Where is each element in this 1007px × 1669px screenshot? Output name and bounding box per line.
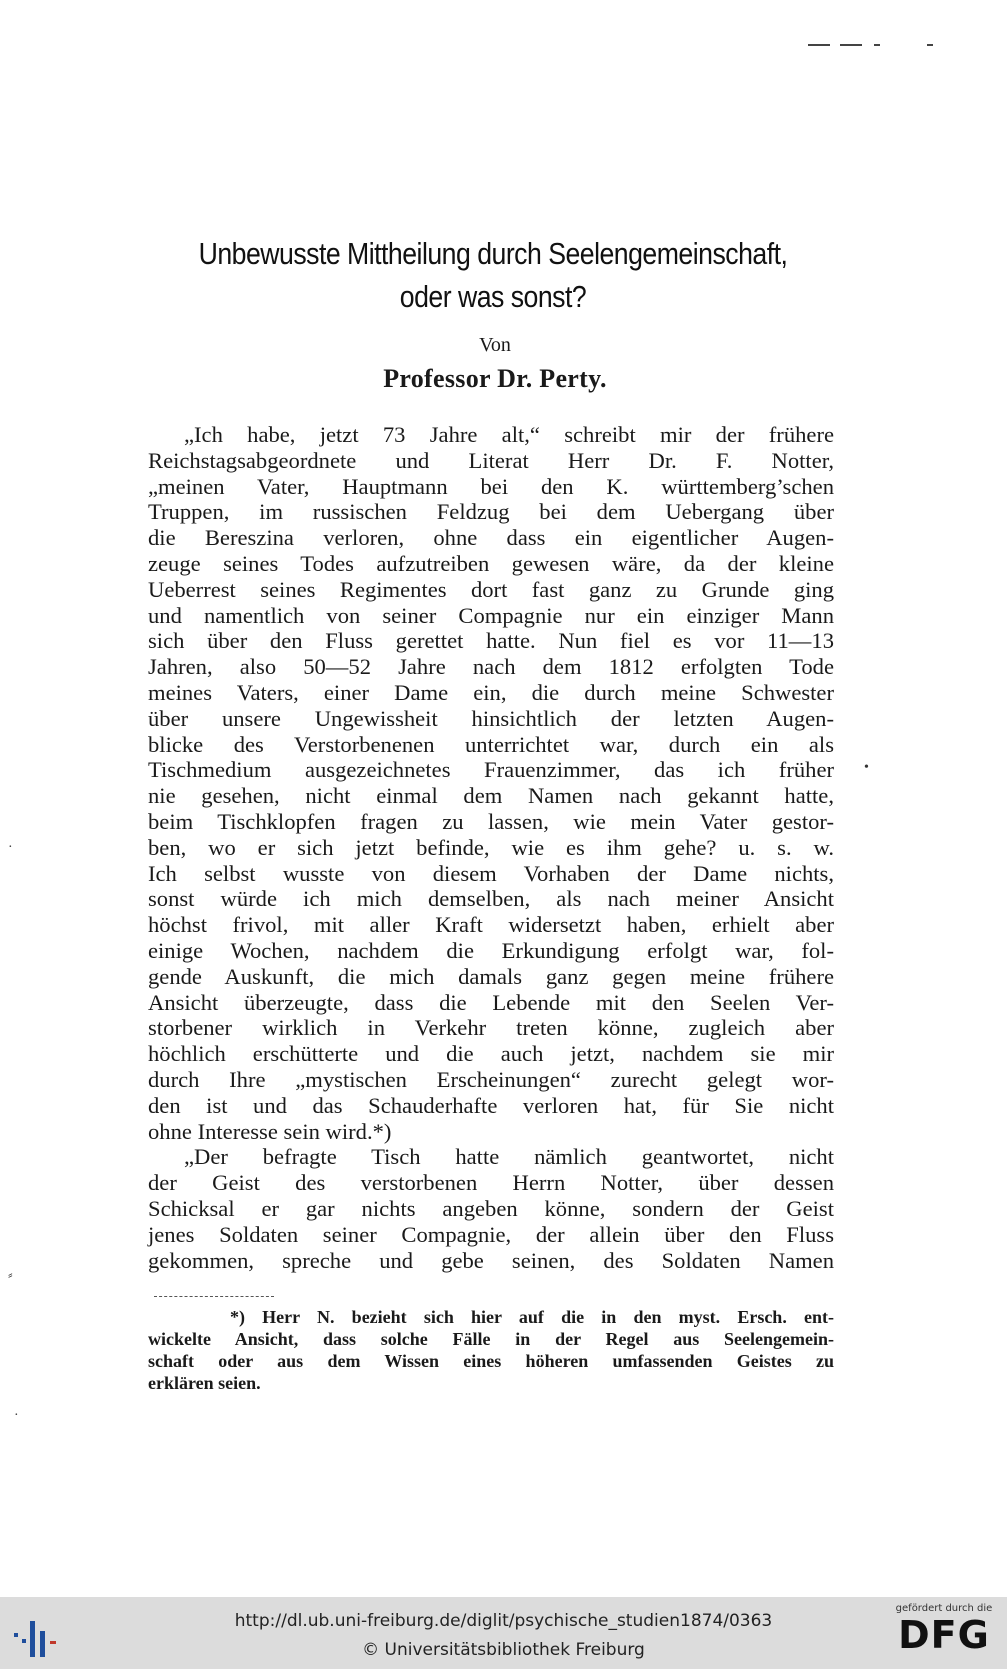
footnote [148, 1306, 834, 1394]
dfg-logo [889, 1603, 999, 1665]
top-dash-mark [927, 44, 933, 46]
body-line: einige Wochen, nachdem die Erkundigung erfolgt war, fol- [148, 937, 834, 963]
body-line: sich über den Fluss gerettet hatte. Nun fiel es vor 11—13 [148, 628, 834, 654]
body-line: Ansicht überzeugte, dass die Lebende mit den Seelen Ver- [148, 989, 834, 1015]
body-line: beim Tischklopfen fragen zu lassen, wie mein Vater gestor- [148, 808, 834, 834]
body-line: der Geist des verstorbenen Herrn Notter, über dessen [148, 1170, 834, 1196]
body-line: Ich selbst wusste von diesem Vorhaben der Dame nichts, [148, 860, 834, 886]
page-url-link[interactable]: http://dl.ub.uni-freiburg.de/diglit/psychische_studien1874/0363 [234, 1611, 773, 1631]
body-line: jenes Soldaten seiner Compagnie, der allein über den Fluss [148, 1221, 834, 1247]
margin-speck: · [8, 840, 13, 855]
body-line: gekommen, spreche und gebe seinen, des Soldaten Namen [148, 1247, 834, 1273]
body-line: durch Ihre „mystischen Erscheinungen“ zurecht gelegt wor- [148, 1066, 834, 1092]
margin-speck: · [14, 1408, 19, 1423]
body-line: den ist und das Schauderhafte verloren hat, für Sie nicht [148, 1092, 834, 1118]
body-line: die Bereszina verloren, ohne dass ein eigentlicher Augen- [148, 525, 834, 551]
body-line: gende Auskunft, die mich damals ganz gegen meine frühere [148, 963, 834, 989]
byline-von: Von [479, 334, 511, 356]
viewer-footer [0, 1597, 1007, 1669]
body-line: meines Vaters, einer Dame ein, die durch meine Schwester [148, 679, 834, 705]
body-line: sonst würde ich mich demselben, als nach meiner Ansicht [148, 886, 834, 912]
article-title-line-1: Unbewusste Mittheilung durch Seelengemeinschaft, [198, 236, 788, 271]
footnote-rule [154, 1296, 274, 1297]
copyright-text: © Universitätsbibliothek Freiburg [362, 1640, 645, 1660]
footnote-line: wickelte Ansicht, dass solche Fälle in der Regel aus Seelengemein- [148, 1329, 834, 1349]
dfg-funding-text: gefördert durch die [895, 1603, 993, 1614]
body-line: „meinen Vater, Hauptmann bei den K. württemberg’schen [148, 473, 834, 499]
body-line: über unsere Ungewissheit hinsichtlich der letzten Augen- [148, 705, 834, 731]
margin-speck: ⸗ [8, 1268, 13, 1283]
byline-author: Professor Dr. Perty. [383, 364, 607, 393]
body-line: und namentlich von seiner Compagnie nur ein einziger Mann [148, 602, 834, 628]
body-line: höchst frivol, mit aller Kraft widersetzt haben, erhielt aber [148, 912, 834, 938]
body-line: „Ich habe, jetzt 73 Jahre alt,“ schreibt mir der frühere [184, 422, 834, 447]
body-line: ohne Interesse sein wird.*) [148, 1118, 392, 1144]
top-dash-mark [808, 44, 830, 46]
margin-speck: • [864, 760, 869, 775]
body-line: blicke des Verstorbenenen unterrichtet war, durch ein als [148, 731, 834, 757]
body-line: ben, wo er sich jetzt befinde, wie es ihm gehe? u. s. w. [148, 834, 834, 860]
body-line: Truppen, im russischen Feldzug bei dem Uebergang über [148, 499, 834, 525]
body-line: Schicksal er gar nichts angeben könne, sondern der Geist [148, 1195, 834, 1221]
body-line: höchlich erschütterte und die auch jetzt, nachdem sie mir [148, 1041, 834, 1067]
top-dash-mark [840, 44, 862, 46]
article-body [148, 422, 834, 1273]
dfg-logo-text: DFG [898, 1613, 990, 1657]
body-line: Tischmedium ausgezeichnetes Frauenzimmer, das ich früher [148, 757, 834, 783]
footnote-line: schaft oder aus dem Wissen eines höheren umfassenden Geistes zu [148, 1351, 834, 1371]
body-line: Reichstagsabgeordnete und Literat Herr Dr. F. Notter, [148, 447, 834, 473]
top-dash-mark [874, 44, 880, 46]
body-line: „Der befragte Tisch hatte nämlich geantwortet, nicht [184, 1144, 834, 1170]
article-title-line-2: oder was sonst? [399, 279, 587, 314]
body-line: Ueberrest seines Regimentes dort fast ganz zu Grunde ging [148, 576, 834, 602]
body-line: storbener wirklich in Verkehr treten könne, zugleich aber [148, 1015, 834, 1041]
footnote-line: *) Herr N. bezieht sich hier auf die in den myst. Ersch. ent- [230, 1307, 834, 1327]
footnote-line: erklären seien. [148, 1373, 261, 1393]
body-line: Jahren, also 50—52 Jahre nach dem 1812 erfolgten Tode [148, 654, 834, 680]
body-line: nie gesehen, nicht einmal dem Namen nach gekannt hatte, [148, 783, 834, 809]
body-line: zeuge seines Todes aufzutreiben gewesen wäre, da der kleine [148, 550, 834, 576]
